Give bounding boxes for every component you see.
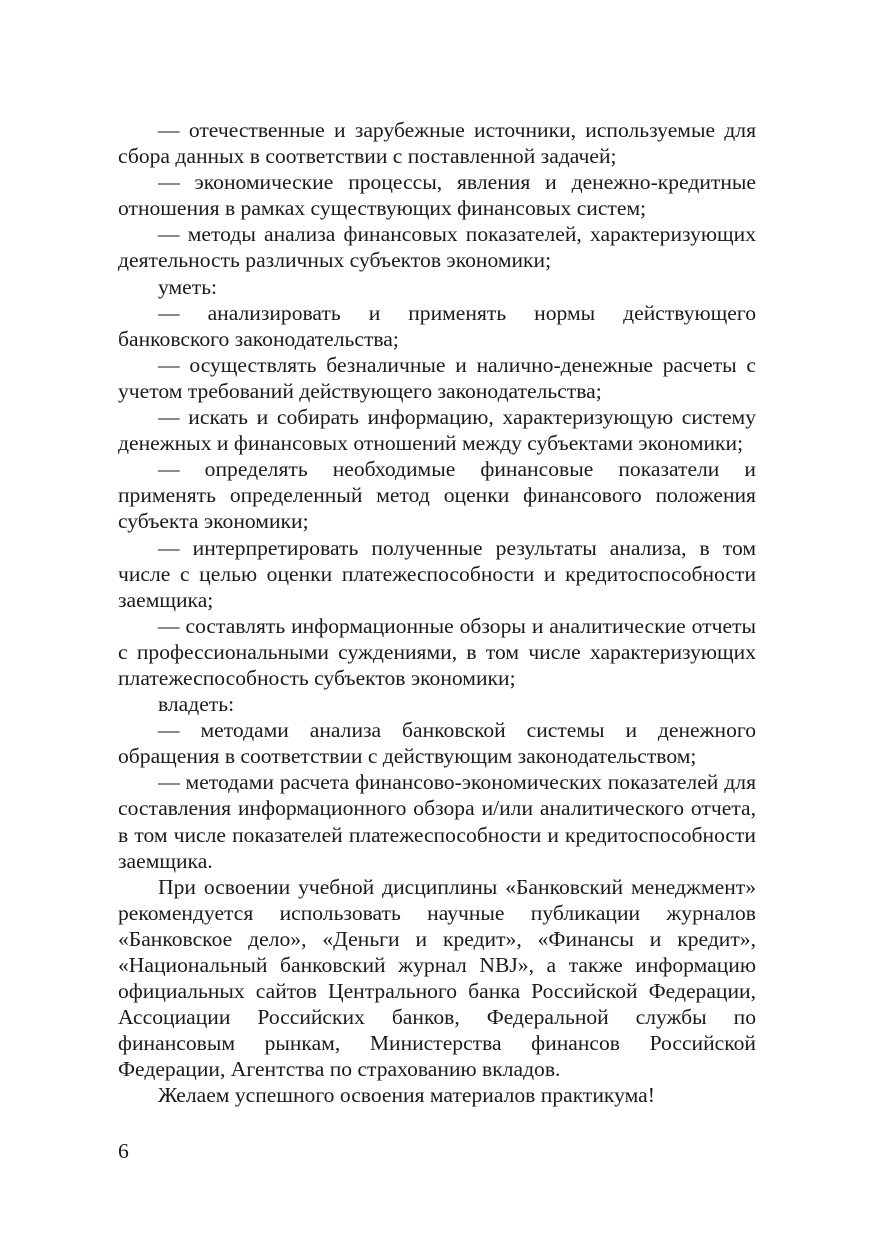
paragraph: — экономические процессы, явления и денежно-кредитные отношения в рамках существующих финансовых систем; — [118, 170, 756, 221]
paragraph: — искать и собирать информацию, характеризующую систему денежных и финансовых отношений между субъектами экономики; — [118, 405, 756, 456]
paragraph: — методами анализа банковской системы и денежного обращения в соответствии с действующим законодательством; — [118, 718, 756, 769]
body-text — [118, 117, 756, 1109]
paragraph: — методы анализа финансовых показателей, характеризующих деятельность различных субъектов экономики; — [118, 222, 756, 273]
paragraph: — интерпретировать полученные результаты анализа, в том числе с целью оценки платежеспособности и кредитоспособности заемщика; — [118, 535, 756, 612]
section-label-umet: уметь: — [158, 274, 218, 299]
paragraph-closing: Желаем успешного освоения материалов практикума! — [158, 1083, 655, 1108]
paragraph: — определять необходимые финансовые показатели и применять определенный метод оценки финансового положения субъекта экономики; — [118, 457, 756, 534]
paragraph: — методами расчета финансово-экономических показателей для составления информационного обзора и/или аналитического отчета, в том числе показателей платежеспособности и кредитоспособности заемщика. — [118, 770, 756, 873]
page-number: 6 — [118, 1139, 129, 1163]
paragraph: — отечественные и зарубежные источники, используемые для сбора данных в соответствии с поставленной задачей; — [118, 118, 756, 169]
paragraph: — анализировать и применять нормы действующего банковского законодательства; — [118, 300, 756, 351]
paragraph-recommendation: При освоении учебной дисциплины «Банковский менеджмент» рекомендуется использовать научные публикации журналов «Банковское дело», «Деньги и кредит», «Финансы и кредит», «Национальный банковский журнал NBJ», а также информацию официальных сайтов Центрального банка Российской Федерации, Ассоциации Российских банков, Федеральной службы по финансовым рынкам, Министерства финансов Российской Федерации, Агентства по страхованию вкладов. — [118, 874, 756, 1082]
paragraph: — осуществлять безналичные и налично-денежные расчеты с учетом требований действующего законодательства; — [118, 352, 756, 403]
paragraph: — составлять информационные обзоры и аналитические отчеты с профессиональными суждениями, в том числе характеризующих платежеспособность субъектов экономики; — [118, 613, 756, 690]
section-label-vladet: владеть: — [158, 692, 235, 717]
